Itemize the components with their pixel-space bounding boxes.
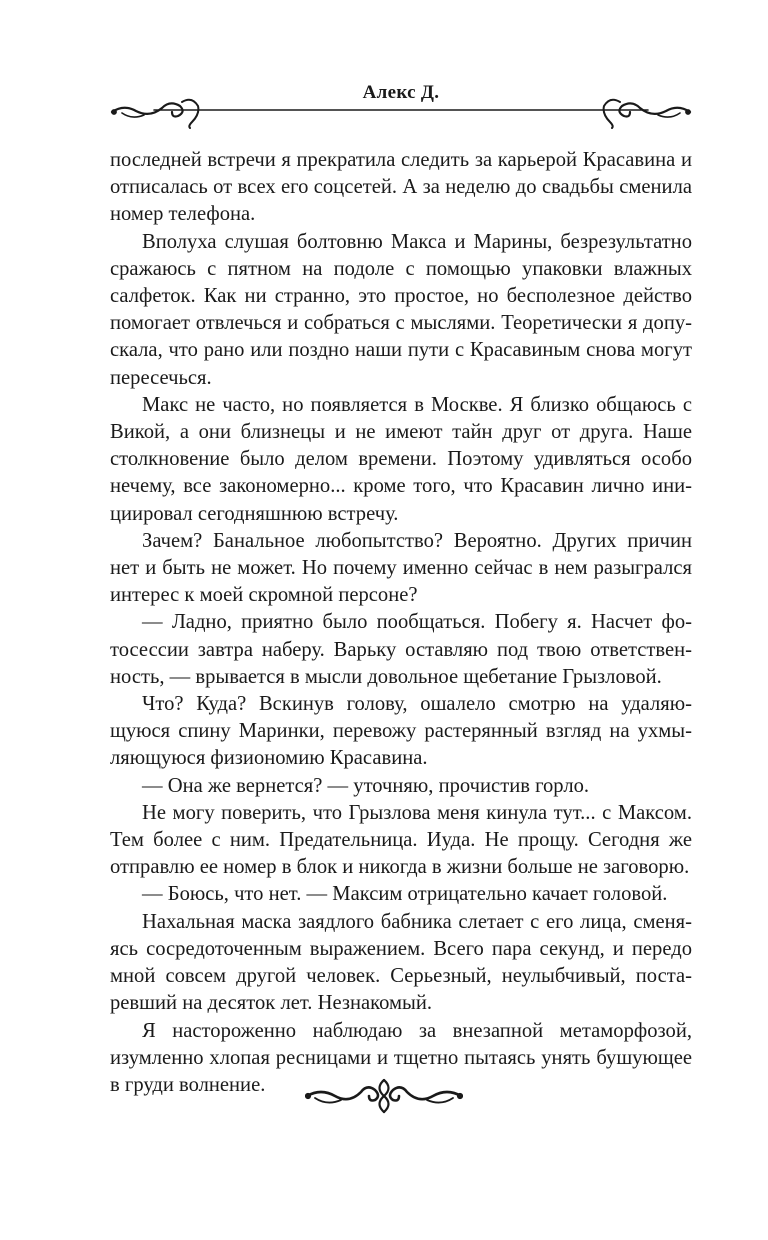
paragraph: Не могу поверить, что Грызлова меня кинула тут... с Максом. Тем более с ним. Предательница. Иуда. Не прощу. Сегодня же отправлю ее номер в блок и никогда в жизни больше не заговорю. [110,801,692,879]
paragraph: Зачем? Банальное любопытство? Вероятно. Других причин нет и быть не может. Но почему именно сейчас в нем разыгрался интерес к моей скромной персоне? [110,529,692,607]
paragraph: Я настороженно наблюдаю за внезапной метаморфозой, изумленно хлопая ресницами и тщетно пытаясь унять бушующее в груди волнение. [110,1019,692,1096]
paragraph: — Она же вернется? — уточняю, прочистив горло. [142,774,590,797]
chapter-end-ornament [305,1074,463,1118]
running-header-author: Алекс Д. [362,82,440,103]
paragraph: — Боюсь, что нет. — Максим отрицательно качает головой. [142,883,668,906]
paragraph: Вполуха слушая болтовню Макса и Марины, безрезультатно сражаюсь с пятном на подоле с помощью упаковки влажных салфеток. Как ни странно, это простое, но бесполезное действо помогает отвлечься и собраться с мыслями. Теоретически я допускала, что рано или поздно наши пути с Красавиным снова могут пересечься. [110,230,692,389]
body-text [110,147,692,1099]
header-rule-ornament [110,82,692,134]
paragraph: Что? Куда? Вскинув голову, ошалело смотрю на удаляющуюся спину Маринки, перевожу растерянный взгляд на ухмыляющуюся физиономию Красавина. [110,693,692,770]
paragraph: Макс не часто, но появляется в Москве. Я близко общаюсь с Викой, а они близнецы и не имеют тайн друг от друга. Наше столкновение было делом времени. Поэтому удивляться особо нечему, все закономерно... кроме того, что Красавин лично инициировал сегодняшнюю встречу. [110,393,692,525]
paragraph: — Ладно, приятно было пообщаться. Побегу я. Насчет фотосессии завтра наберу. Варьку оставляю под твою ответственность, — врывается в мысли довольное щебетание Грызловой. [110,611,692,688]
running-header [110,82,692,134]
paragraph: последней встречи я прекратила следить за карьерой Красавина и отписалась от всех его соцсетей. А за неделю до свадьбы сменила номер телефона. [110,149,692,226]
paragraph: Нахальная маска заядлого бабника слетает с его лица, сменяясь сосредоточенным выражением. Всего пара секунд, и передо мной совсем другой человек. Серьезный, неулыбчивый, постаревший на десяток лет. Незнакомый. [110,910,692,1015]
